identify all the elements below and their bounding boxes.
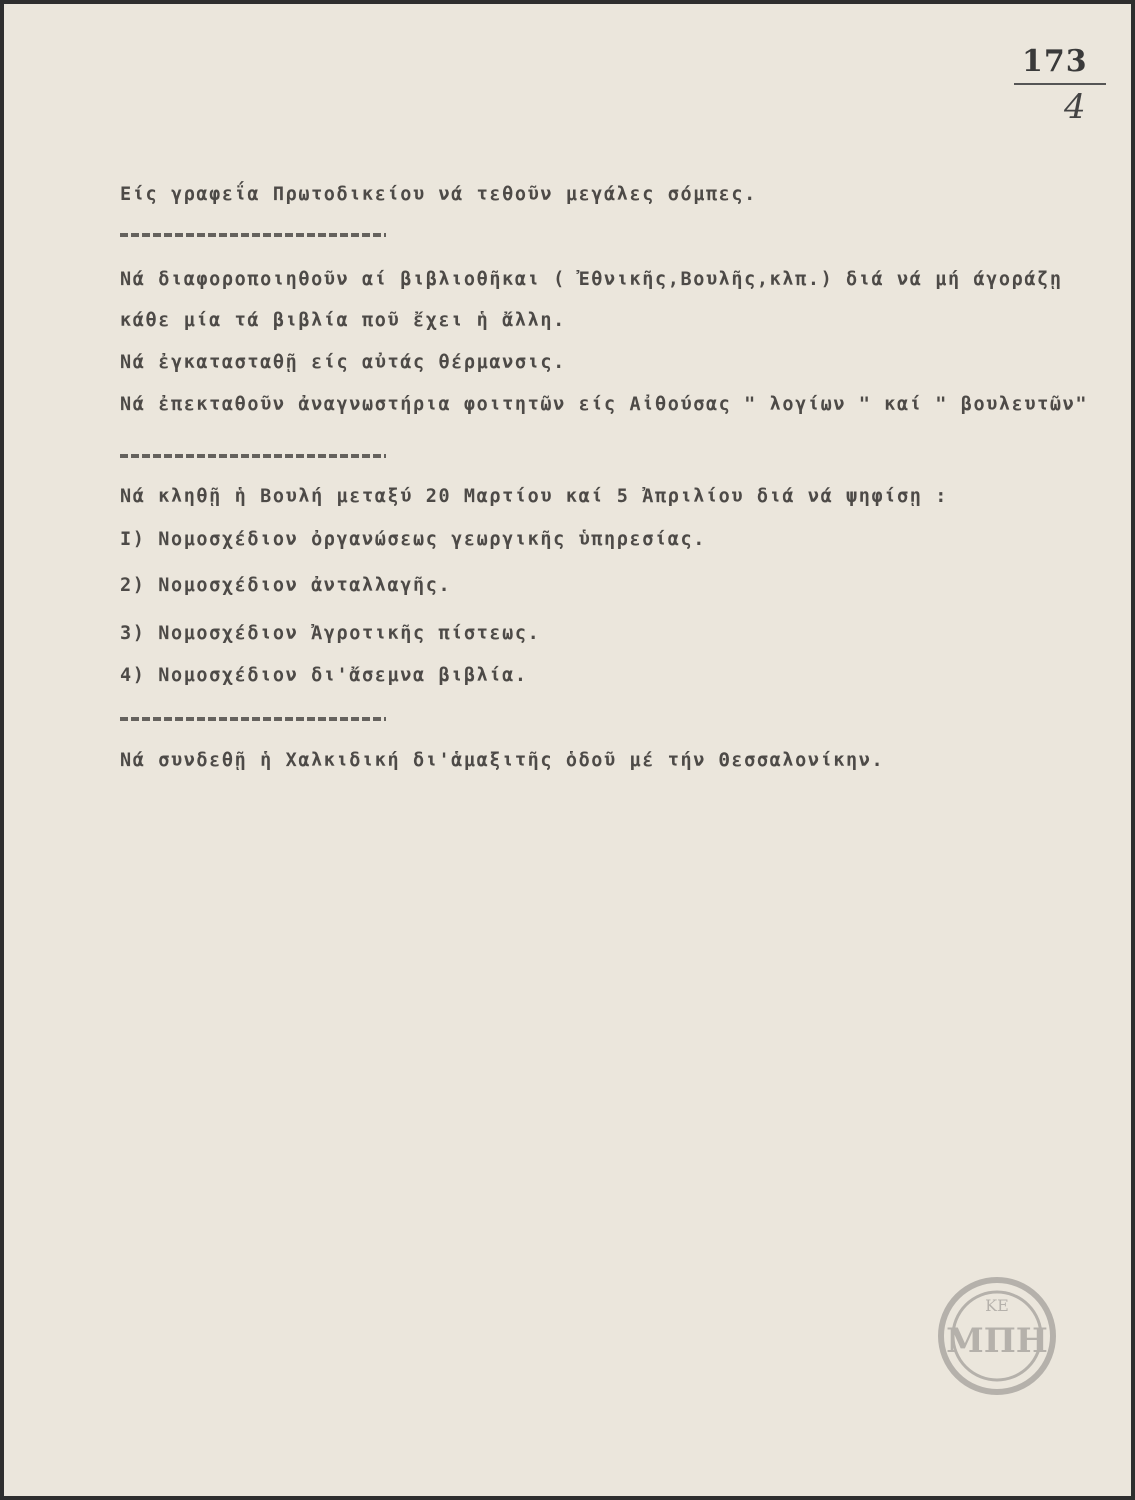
stamp-top-text: ΚΕ [985, 1296, 1009, 1315]
folio-number: 173 [1022, 44, 1088, 79]
dashed-separator [120, 233, 386, 237]
text-line: Νά ἐπεκταθοῦν ἀναγνωστήρια φοιτητῶν είς Αἰθούσας " λογίων " καί " βουλευτῶν" [120, 394, 1089, 415]
text-line: Είς γραφεΐα Πρωτοδικείου νά τεθοῦν μεγάλες σόμπες. [120, 184, 757, 205]
list-item: Ι) Νομοσχέδιον ὀργανώσεως γεωργικῆς ὑπηρεσίας. [120, 529, 706, 550]
text-line: Νά ἐγκατασταθῇ είς αὐτάς θέρμανσις. [120, 352, 566, 373]
dashed-separator [120, 454, 386, 458]
text-line: κάθε μία τά βιβλία ποῦ ἔχει ἡ ἄλλη. [120, 310, 566, 331]
folio-underline [1014, 83, 1106, 85]
stamp-letters: ΜΠΗ [946, 1321, 1048, 1361]
list-item: 2) Νομοσχέδιον ἀνταλλαγῆς. [120, 575, 452, 596]
text-line: Νά συνδεθῇ ἡ Χαλκιδική δι'ἁμαξιτῆς ὁδοῦ μέ τήν Θεσσαλονίκην. [120, 750, 885, 771]
text-line: Νά κληθῇ ἡ Βουλή μεταξύ 20 Μαρτίου καί 5 Ἀπριλίου διά νά ψηφίσῃ : [120, 486, 948, 507]
text-line: Νά διαφοροποιηθοῦν αί βιβλιοθῆκαι ( Ἐθνικῆς,Βουλῆς,κλπ.) διά νά μή άγοράζῃ [120, 269, 1063, 290]
folio-subnumber: 4 [1064, 87, 1086, 127]
folio-annotation [1014, 44, 1124, 127]
list-item: 4) Νομοσχέδιον δι'ἄσεμνα βιβλία. [120, 665, 528, 686]
archive-stamp-icon [938, 1277, 1056, 1395]
list-item: 3) Νομοσχέδιον Ἀγροτικῆς πίστεως. [120, 623, 541, 644]
dashed-separator [120, 717, 386, 721]
